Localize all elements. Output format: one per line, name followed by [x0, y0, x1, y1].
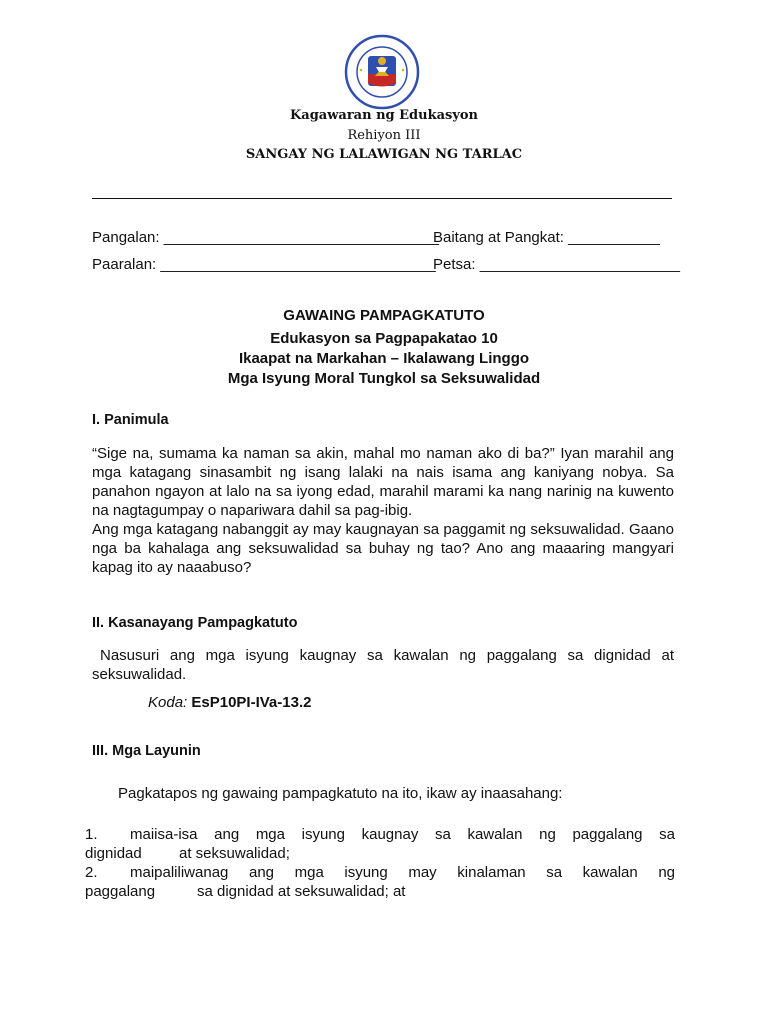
competency-code — [148, 694, 311, 711]
kasanayan-body: Nasusuri ang mga isyung kaugnay sa kawalan ng paggalang sa dignidad at seksuwalidad. — [92, 647, 674, 683]
panimula-paragraph-1: “Sige na, sumama ka naman sa akin, mahal mo naman ako di ba?” Iyan marahil ang mga katagang sinasambit ng isang lalaki na nais isama ang kaniyang nobya. Sa panahon ngayon at lalo na sa iyong edad, marahil marami ka nang narinig na kuwento na nagtagumpay o napariwara dahil sa pag-ibig. — [92, 445, 674, 519]
panimula-paragraph-2: Ang mga katagang nabanggit ay may kaugnayan sa paggamit ng seksuwalidad. Gaano nga ba kahalaga ang seksuwalidad sa buhay ng tao? Ano ang maaaring mangyari kapag ito ay naaabuso? — [92, 521, 674, 576]
code-label: Koda: — [148, 694, 188, 711]
section-heading-kasanayan: II. Kasanayang Pampagkatuto — [92, 615, 298, 631]
school-field[interactable]: Paaralan: _________________________________ — [92, 256, 436, 273]
objective-text-line1: maipaliliwanag ang mga isyung may kinalaman sa kawalan ng — [130, 864, 675, 881]
objective-text-line2a: dignidad — [85, 845, 142, 862]
region-name: Rehiyon III — [347, 128, 421, 143]
objective-text-line2a: paggalang — [85, 883, 156, 900]
grade-section-field[interactable]: Baitang at Pangkat: ___________ — [433, 229, 660, 246]
quarter-week-title: Ikaapat na Markahan – Ikalawang Linggo — [238, 350, 530, 367]
header-divider — [92, 198, 672, 199]
objective-item-1 — [85, 825, 675, 863]
agency-name: Kagawaran ng Edukasyon — [289, 108, 479, 123]
activity-title: GAWAING PAMPAGKATUTO — [283, 307, 485, 324]
topic-title: Mga Isyung Moral Tungkol sa Seksuwalidad — [227, 370, 541, 387]
code-value: EsP10PI-IVa-13.2 — [191, 694, 312, 711]
objective-text-line2b: at seksuwalidad; — [179, 845, 290, 862]
panimula-body — [92, 444, 674, 577]
name-field[interactable]: Pangalan: _________________________________ — [92, 229, 440, 246]
date-field[interactable]: Petsa: ________________________ — [433, 256, 680, 273]
subject-title: Edukasyon sa Pagpapakatao 10 — [270, 330, 498, 347]
objective-item-2 — [85, 863, 675, 901]
objective-number: 1. — [85, 826, 98, 843]
layunin-intro: Pagkatapos ng gawaing pampagkatuto na ito, ikaw ay inaasahang: — [118, 785, 563, 802]
section-heading-layunin: III. Mga Layunin — [92, 743, 201, 759]
deped-seal-logo — [337, 34, 427, 110]
division-name: SANGAY NG LALAWIGAN NG TARLAC — [245, 147, 523, 162]
section-heading-panimula: I. Panimula — [92, 412, 169, 428]
objective-text-line2b: sa dignidad at seksuwalidad; at — [197, 883, 406, 900]
objective-number: 2. — [85, 864, 98, 881]
objective-text-line1: maiisa-isa ang mga isyung kaugnay sa kawalan ng paggalang sa — [130, 826, 675, 843]
